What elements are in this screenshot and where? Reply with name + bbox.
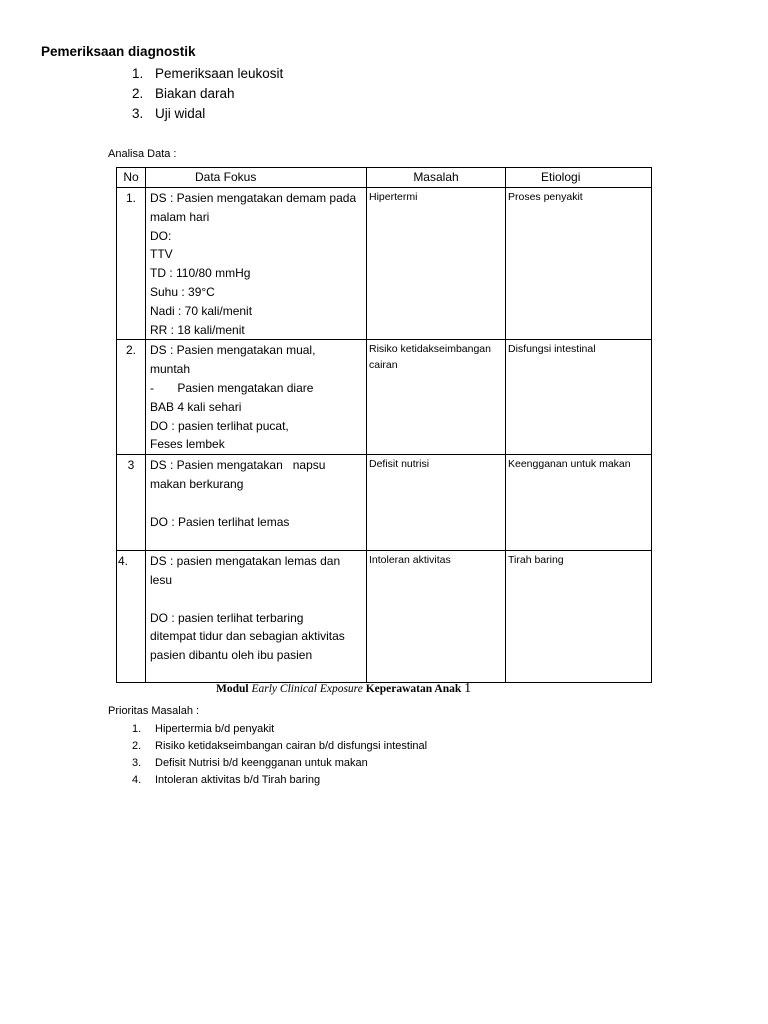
list-item xyxy=(132,104,283,124)
list-number: 2. xyxy=(132,740,142,752)
footer-page-number: 1 xyxy=(464,681,472,696)
data-fokus-cell xyxy=(146,340,367,455)
fokus-line: DS : Pasien mengatakan mual, xyxy=(150,343,316,358)
row-number: 1. xyxy=(117,188,146,340)
list-item xyxy=(132,738,427,755)
fokus-line: Feses lembek xyxy=(150,437,225,452)
list-number: 1. xyxy=(132,66,144,81)
list-number: 2. xyxy=(132,86,144,101)
fokus-line: DO : pasien terlihat pucat, xyxy=(150,418,289,433)
analisa-label: Analisa Data : xyxy=(108,148,177,160)
table-header-row xyxy=(117,168,652,188)
table-row xyxy=(117,551,652,683)
footer-subject: Keperawatan Anak xyxy=(365,683,462,695)
analysis-table xyxy=(116,167,652,683)
fokus-line: DS : Pasien mengatakan napsu xyxy=(150,458,326,473)
data-fokus-cell xyxy=(146,551,367,683)
diagnostic-list xyxy=(132,64,283,124)
masalah-cell: Risiko ketidakseimbangan cairan xyxy=(367,340,506,455)
list-text: Uji widal xyxy=(155,106,206,121)
list-item xyxy=(132,84,283,104)
masalah-cell: Hipertermi xyxy=(367,188,506,340)
section-heading: Pemeriksaan diagnostik xyxy=(41,44,196,59)
list-text: Biakan darah xyxy=(155,86,235,101)
fokus-line: muntah xyxy=(150,362,191,377)
list-text: Risiko ketidakseimbangan cairan b/d disfungsi intestinal xyxy=(155,740,428,752)
etiologi-cell: Proses penyakit xyxy=(506,188,652,340)
fokus-line: ditempat tidur dan sebagian aktivitas xyxy=(150,629,345,644)
header-etiologi: Etiologi xyxy=(506,168,652,188)
list-item xyxy=(132,64,283,84)
list-text: Pemeriksaan leukosit xyxy=(155,66,284,81)
fokus-line: TTV xyxy=(150,247,173,262)
fokus-line: DS : Pasien mengatakan demam pada xyxy=(150,191,357,205)
fokus-line: DO : Pasien terlihat lemas xyxy=(150,514,290,529)
fokus-line: Suhu : 39°C xyxy=(150,284,215,299)
etiologi-cell: Disfungsi intestinal xyxy=(506,340,652,455)
list-number: 3. xyxy=(132,106,144,121)
data-fokus-cell xyxy=(146,188,367,340)
list-item xyxy=(132,772,427,789)
fokus-line: RR : 18 kali/menit xyxy=(150,322,245,337)
fokus-line: pasien dibantu oleh ibu pasien xyxy=(150,648,313,663)
fokus-line: DO : pasien terlihat terbaring xyxy=(150,610,304,625)
fokus-line: lesu xyxy=(150,572,173,587)
footer-title: Early Clinical Exposure xyxy=(251,683,363,695)
fokus-line: malam hari xyxy=(150,209,210,224)
header-no: No xyxy=(117,168,146,188)
list-text: Defisit Nutrisi b/d keengganan untuk makan xyxy=(155,757,368,769)
fokus-line xyxy=(150,494,366,513)
etiologi-cell: Tirah baring xyxy=(506,551,652,683)
row-number: 4. xyxy=(117,551,146,683)
fokus-line: DS : pasien mengatakan lemas dan xyxy=(150,554,341,569)
prioritas-label: Prioritas Masalah : xyxy=(108,705,200,717)
list-number: 1. xyxy=(132,723,142,735)
fokus-line: Nadi : 70 kali/menit xyxy=(150,303,253,318)
data-fokus-cell xyxy=(146,455,367,551)
masalah-cell: Defisit nutrisi xyxy=(367,455,506,551)
list-text: Intoleran aktivitas b/d Tirah baring xyxy=(155,774,321,786)
etiologi-cell: Keengganan untuk makan xyxy=(506,455,652,551)
header-data-fokus: Data Fokus xyxy=(146,168,367,188)
header-masalah: Masalah xyxy=(367,168,506,188)
table-row xyxy=(117,188,652,340)
table-row xyxy=(117,455,652,551)
fokus-line: BAB 4 kali sehari xyxy=(150,399,242,414)
priority-list xyxy=(132,721,427,789)
fokus-line: - Pasien mengatakan diare xyxy=(150,380,314,395)
masalah-cell: Intoleran aktivitas xyxy=(367,551,506,683)
table-row xyxy=(117,340,652,455)
row-number: 2. xyxy=(117,340,146,455)
fokus-line: TD : 110/80 mmHg xyxy=(150,266,251,281)
list-number: 3. xyxy=(132,757,142,769)
list-text: Hipertermia b/d penyakit xyxy=(155,723,275,735)
list-item xyxy=(132,721,427,738)
row-number: 3 xyxy=(117,455,146,551)
module-footer xyxy=(216,681,471,697)
list-number: 4. xyxy=(132,774,142,786)
list-item xyxy=(132,755,427,772)
fokus-line: DO: xyxy=(150,228,172,243)
fokus-line: makan berkurang xyxy=(150,476,244,491)
footer-modul: Modul xyxy=(216,683,249,695)
fokus-line xyxy=(150,590,366,609)
